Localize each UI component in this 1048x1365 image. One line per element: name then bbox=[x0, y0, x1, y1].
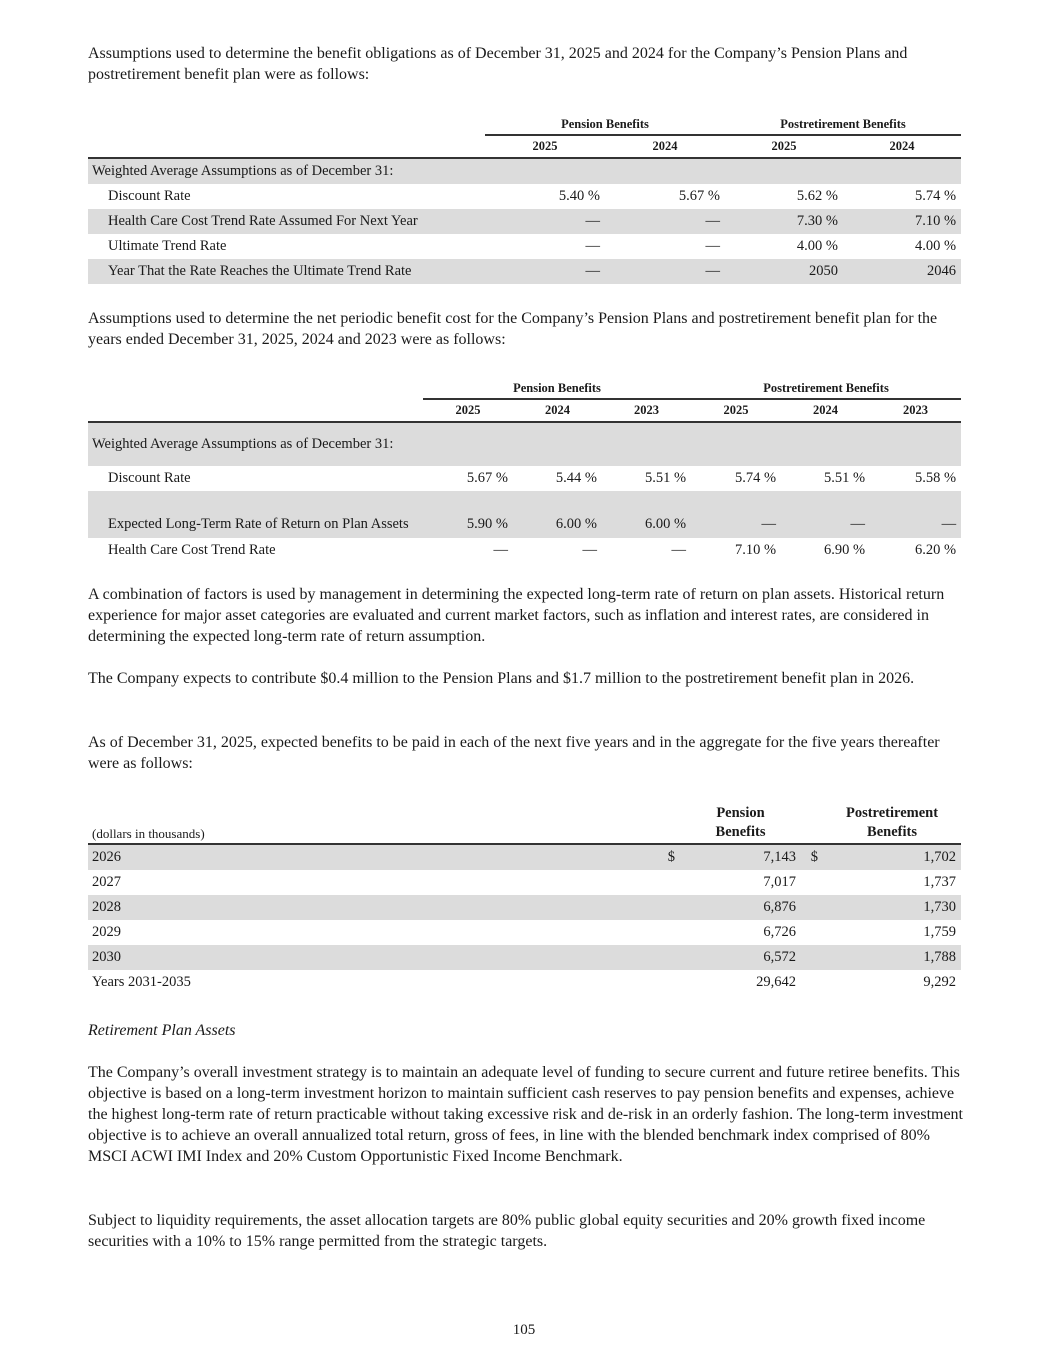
paragraph-rate-of-return-factors: A combination of factors is used by management in determining the expected long-term rate of return on plan assets. Historical return experience for major asset categories are evaluated and current market factors, such as inflation and interest rates, are considered in determining the expected long-term rate of return assumption. bbox=[88, 586, 945, 645]
row-label: Expected Long-Term Rate of Return on Plan Assets bbox=[88, 491, 423, 538]
section-label: Weighted Average Assumptions as of December 31: bbox=[88, 422, 423, 466]
cell-value: 5.44 % bbox=[555, 470, 597, 486]
table-row bbox=[88, 491, 961, 538]
cell-value: 6.00 % bbox=[602, 491, 691, 538]
cell-pension: 6,726 bbox=[763, 924, 796, 940]
cell-value: 6.90 % bbox=[823, 542, 866, 558]
cell-value: 6.20 % bbox=[914, 542, 957, 558]
cell-pension: 29,642 bbox=[756, 974, 796, 990]
page-number: 105 bbox=[512, 1322, 536, 1338]
row-label: Year That the Rate Reaches the Ultimate Trend Rate bbox=[88, 259, 485, 284]
row-label: 2027 bbox=[92, 874, 121, 890]
cell-value: 4.00 % bbox=[914, 238, 957, 254]
obligation-assumptions-table bbox=[88, 114, 961, 284]
cell-value: 2050 bbox=[725, 259, 843, 284]
column-header-post-line1: Postretirement bbox=[845, 805, 939, 821]
row-label: Years 2031-2035 bbox=[92, 974, 191, 990]
row-label: Ultimate Trend Rate bbox=[108, 238, 227, 254]
cell-value: — bbox=[585, 238, 600, 254]
cell-pension: 7,017 bbox=[763, 874, 796, 890]
cell-value: — bbox=[605, 259, 725, 284]
table-row bbox=[88, 158, 961, 184]
table-row bbox=[88, 209, 961, 234]
group-header-postretirement: Postretirement Benefits bbox=[725, 114, 961, 135]
row-label: 2030 bbox=[88, 945, 658, 970]
currency-symbol: $ bbox=[658, 844, 680, 870]
column-header-pension-line1: Pension bbox=[716, 805, 765, 821]
year-header: 2025 bbox=[423, 399, 513, 422]
table-row bbox=[88, 870, 961, 895]
row-label: 2028 bbox=[88, 895, 658, 920]
year-header: 2023 bbox=[602, 399, 691, 422]
cell-value: — bbox=[485, 209, 605, 234]
cell-postretirement: 1,702 bbox=[823, 844, 961, 870]
group-header-postretirement: Postretirement Benefits bbox=[691, 378, 961, 399]
row-label: Health Care Cost Trend Rate bbox=[108, 542, 276, 558]
cell-postretirement: 1,788 bbox=[823, 945, 961, 970]
year-header: 2025 bbox=[485, 135, 605, 158]
paragraph-investment-strategy: The Company’s overall investment strategy is to maintain an adequate level of funding to secure current and future retiree benefits. This objective is based on a long-term investment horizon to maintain sufficient cash reserves to pay pension benefits and expenses, achieve the highest long-term rate of return practicable without taking excessive risk and de-risk in an orderly fashion. The long-term investment objective is to achieve an overall annualized total return, gross of fees, in line with the blended benchmark index comprised of 80% MSCI ACWI IMI Index and 20% Custom Opportunistic Fixed Income Benchmark. bbox=[88, 1064, 963, 1165]
column-header-pension-line2: Benefits bbox=[715, 824, 766, 840]
cell-value: 5.74 % bbox=[914, 188, 957, 204]
table-row bbox=[88, 466, 961, 491]
net-periodic-assumptions-table bbox=[88, 378, 961, 563]
cell-value: 5.67 % bbox=[466, 470, 508, 486]
cell-value: 5.90 % bbox=[423, 491, 513, 538]
row-label: Discount Rate bbox=[108, 470, 191, 486]
cell-value: 6.00 % bbox=[513, 491, 602, 538]
units-label: (dollars in thousands) bbox=[88, 802, 658, 844]
row-label: 2026 bbox=[88, 844, 658, 870]
cell-value: 7.10 % bbox=[734, 542, 777, 558]
cell-postretirement: 1,759 bbox=[923, 924, 956, 940]
intro-paragraph-obligations: Assumptions used to determine the benefit obligations as of December 31, 2025 and 2024 for the Company’s Pension Plans and postretirement benefit plan were as follows: bbox=[88, 45, 908, 83]
cell-value: — bbox=[485, 259, 605, 284]
year-header: 2024 bbox=[843, 135, 961, 158]
cell-value: — bbox=[605, 209, 725, 234]
row-label: Health Care Cost Trend Rate Assumed For Next Year bbox=[88, 209, 485, 234]
cell-value: — bbox=[781, 491, 870, 538]
table-row bbox=[88, 970, 961, 995]
cell-value: — bbox=[582, 542, 597, 558]
table-row bbox=[88, 945, 961, 970]
table-row bbox=[88, 184, 961, 209]
column-header-postretirement bbox=[823, 802, 961, 844]
cell-pension: 7,143 bbox=[680, 844, 801, 870]
year-header: 2024 bbox=[605, 135, 725, 158]
cell-value: 5.67 % bbox=[678, 188, 721, 204]
table-row bbox=[88, 920, 961, 945]
section-heading-retirement-plan-assets: Retirement Plan Assets bbox=[88, 1022, 236, 1039]
intro-paragraph-net-periodic: Assumptions used to determine the net periodic benefit cost for the Company’s Pension Plans and postretirement benefit plan for the years ended December 31, 2025, 2024 and 2023 were as follows: bbox=[88, 310, 938, 348]
paragraph-expected-benefits: As of December 31, 2025, expected benefits to be paid in each of the next five years and in the aggregate for the five years thereafter were as follows: bbox=[88, 734, 940, 772]
row-label: 2029 bbox=[92, 924, 121, 940]
cell-postretirement: 9,292 bbox=[923, 974, 956, 990]
cell-pension: 6,572 bbox=[680, 945, 801, 970]
cell-value: — bbox=[691, 491, 781, 538]
year-header: 2025 bbox=[725, 135, 843, 158]
group-header-pension: Pension Benefits bbox=[423, 378, 691, 399]
table-row bbox=[88, 259, 961, 284]
cell-value: 5.62 % bbox=[796, 188, 839, 204]
paragraph-asset-allocation: Subject to liquidity requirements, the asset allocation targets are 80% public global equity securities and 20% growth fixed income securities with a 10% to 15% range permitted from the strategic targets. bbox=[88, 1212, 926, 1250]
cell-postretirement: 1,730 bbox=[823, 895, 961, 920]
cell-value: 5.58 % bbox=[914, 470, 957, 486]
table-row bbox=[88, 234, 961, 259]
table-row bbox=[88, 844, 961, 870]
cell-value: 5.51 % bbox=[823, 470, 866, 486]
table-row bbox=[88, 895, 961, 920]
cell-value: 7.30 % bbox=[725, 209, 843, 234]
cell-value: 5.51 % bbox=[644, 470, 687, 486]
cell-value: 5.74 % bbox=[734, 470, 777, 486]
year-header: 2024 bbox=[513, 399, 602, 422]
cell-postretirement: 1,737 bbox=[923, 874, 956, 890]
cell-value: 2046 bbox=[843, 259, 961, 284]
column-header-post-line2: Benefits bbox=[867, 824, 917, 840]
section-label: Weighted Average Assumptions as of December 31: bbox=[88, 158, 961, 184]
year-header: 2025 bbox=[691, 399, 781, 422]
column-header-pension bbox=[680, 802, 801, 844]
paragraph-expected-contributions: The Company expects to contribute $0.4 million to the Pension Plans and $1.7 million to the postretirement benefit plan in 2026. bbox=[88, 670, 915, 687]
table-row bbox=[88, 538, 961, 563]
group-header-pension: Pension Benefits bbox=[485, 114, 725, 135]
cell-pension: 6,876 bbox=[680, 895, 801, 920]
currency-symbol: $ bbox=[801, 844, 823, 870]
cell-value: — bbox=[870, 491, 961, 538]
year-header: 2023 bbox=[870, 399, 961, 422]
cell-value: 7.10 % bbox=[843, 209, 961, 234]
cell-value: — bbox=[705, 238, 721, 254]
cell-value: — bbox=[493, 542, 508, 558]
year-header: 2024 bbox=[781, 399, 870, 422]
cell-value: 4.00 % bbox=[796, 238, 839, 254]
cell-value: 5.40 % bbox=[558, 188, 600, 204]
expected-benefits-table bbox=[88, 802, 961, 995]
cell-value: — bbox=[671, 542, 687, 558]
row-label: Discount Rate bbox=[108, 188, 191, 204]
table-row bbox=[88, 422, 961, 466]
